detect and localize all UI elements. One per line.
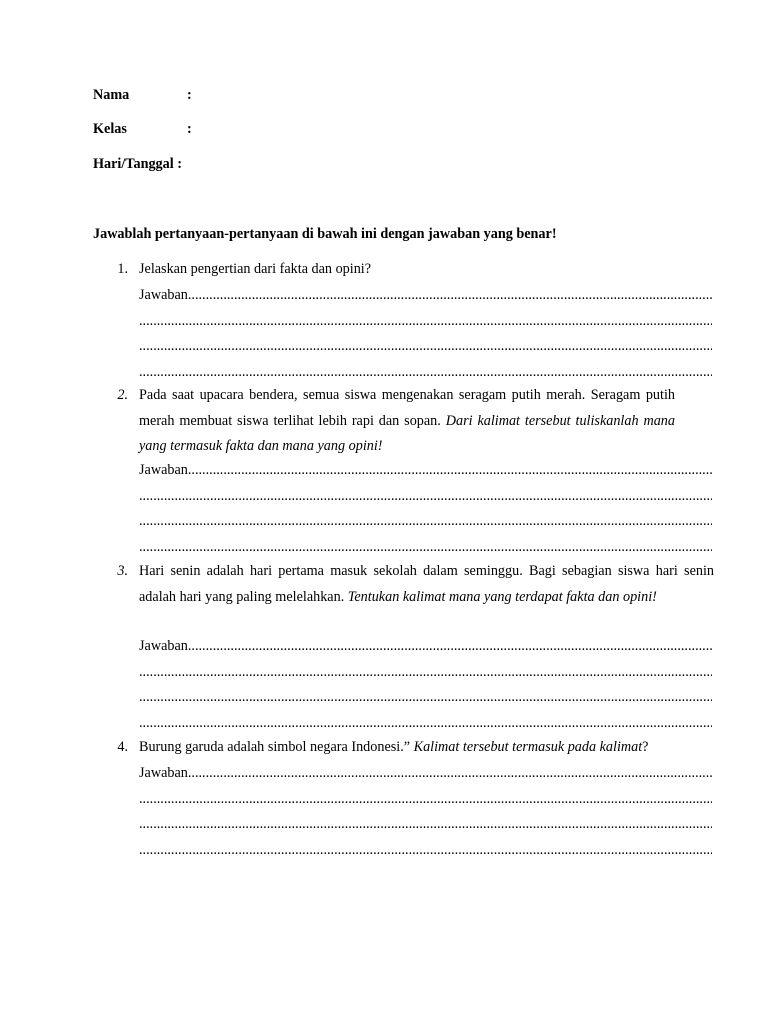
question-3-answer-line[interactable] — [139, 638, 712, 655]
question-3-number: 3. — [117, 563, 128, 579]
question-4-answer-line[interactable] — [139, 765, 712, 782]
answer-line[interactable] — [139, 338, 712, 355]
name-field — [93, 87, 192, 104]
question-4-end: ? — [642, 739, 649, 755]
answer-line[interactable] — [139, 816, 712, 833]
question-1-text: Jelaskan pengertian dari fakta dan opini? — [139, 261, 372, 277]
answer-line[interactable] — [139, 364, 712, 381]
question-2-number: 2. — [117, 387, 128, 403]
question-1-answer-line[interactable] — [139, 287, 712, 304]
answer-line[interactable] — [139, 842, 712, 859]
answer-label: Jawaban — [139, 765, 188, 781]
question-2-statement: Pada saat upacara bendera, semua siswa mengenakan seragam putih merah. Seragam putih merah membuat siswa terlihat lebih rapi dan sopan. — [139, 387, 675, 429]
answer-line[interactable] — [139, 488, 712, 505]
question-4-number: 4. — [117, 739, 128, 755]
answer-line[interactable] — [139, 689, 712, 706]
answer-line[interactable] — [139, 791, 712, 808]
question-4-text — [139, 735, 714, 761]
date-label: Hari/Tanggal : — [93, 156, 182, 172]
question-3-statement: Hari senin adalah hari pertama masuk sekolah dalam seminggu. Bagi sebagian siswa hari senin adalah hari yang paling melelahkan. — [139, 563, 714, 605]
question-4-prompt: Kalimat tersebut termasuk pada kalimat — [413, 739, 643, 755]
answer-line[interactable] — [139, 313, 712, 330]
name-label: Nama — [93, 87, 130, 103]
class-field — [93, 121, 192, 138]
class-colon: : — [187, 121, 192, 137]
answer-line[interactable] — [139, 539, 712, 556]
question-1-number: 1. — [117, 261, 128, 277]
answer-label: Jawaban — [139, 287, 188, 303]
question-3-prompt: Tentukan kalimat mana yang terdapat fakta dan opini! — [347, 588, 657, 605]
question-4-statement: Burung garuda adalah simbol negara Indonesi.” — [139, 739, 411, 755]
question-2-prompt: Dari kalimat tersebut tuliskanlah mana yang termasuk fakta dan mana yang opini! — [139, 412, 675, 454]
answer-line[interactable] — [139, 513, 712, 530]
name-colon: : — [187, 87, 192, 103]
question-2-answer-line[interactable] — [139, 462, 712, 479]
date-field — [93, 156, 182, 173]
answer-label: Jawaban — [139, 462, 188, 478]
answer-line[interactable] — [139, 664, 712, 681]
question-3-text — [139, 559, 714, 610]
answer-line[interactable] — [139, 715, 712, 732]
question-2-text — [139, 383, 675, 460]
instruction-text: Jawablah pertanyaan-pertanyaan di bawah ini dengan jawaban yang benar! — [93, 226, 557, 242]
answer-label: Jawaban — [139, 638, 188, 654]
class-label: Kelas — [93, 121, 127, 137]
